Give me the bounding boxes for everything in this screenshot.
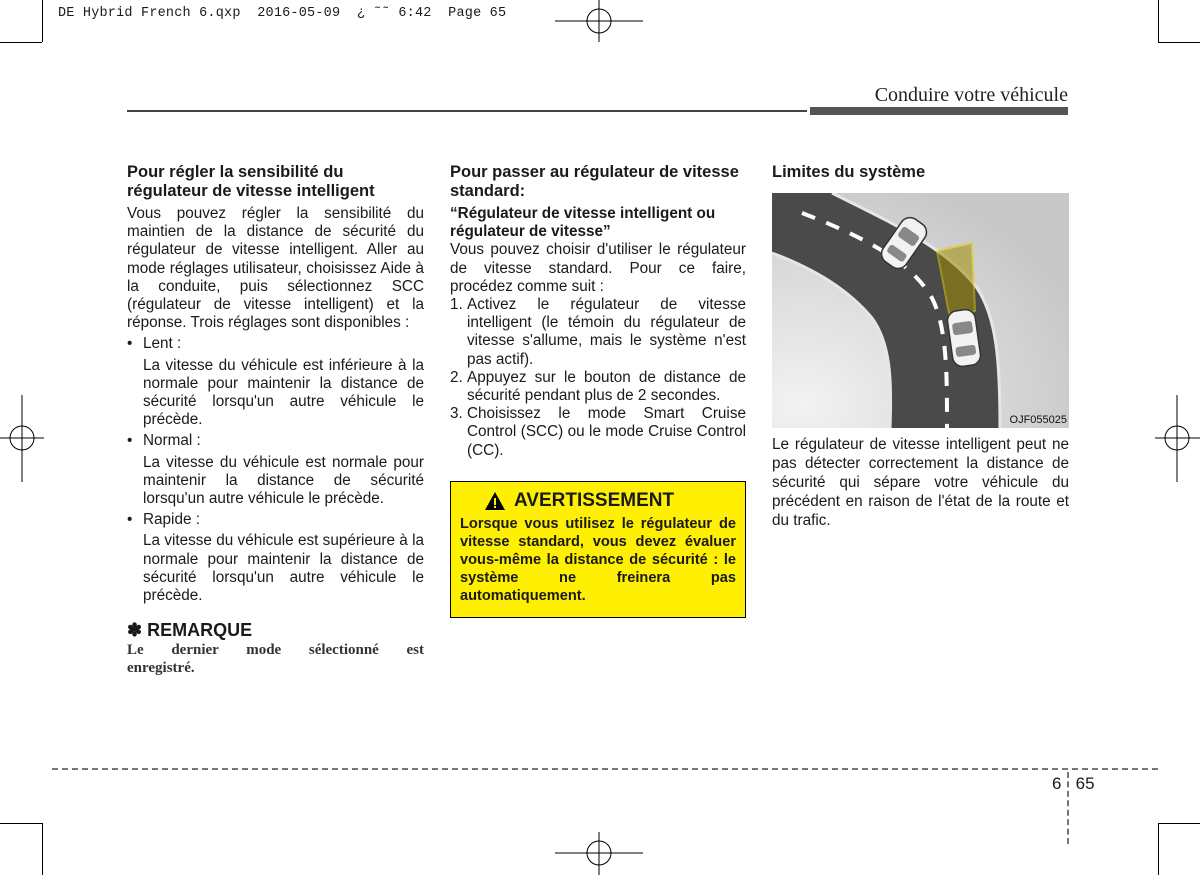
footer-divider: [52, 768, 1158, 770]
print-slug: DE Hybrid French 6.qxp 2016-05-09 ¿ ˜˜ 6:42 Page 65: [58, 6, 507, 21]
step-number: 2.: [450, 368, 463, 386]
list-item: [127, 335, 424, 353]
chapter-title: Conduire votre véhicule: [874, 84, 1068, 106]
list-item: [127, 432, 424, 450]
section-heading: Limites du système: [772, 163, 926, 181]
section-heading: Pour régler la sensibilité du régulateur de vitesse intelligent: [127, 163, 375, 200]
paragraph: Vous pouvez régler la sensibilité du maintien de la distance de sécurité du régulateur de vitesse intelligent. Aller au mode réglages utilisateur, choisissez Aide à la conduite, puis sélectionnez SCC (régulateur de vitesse intelligent) et la réponse. Trois réglages sont disponibles :: [127, 205, 424, 332]
bullet-label: Rapide :: [143, 511, 200, 529]
chapter-number: 6: [1052, 774, 1062, 793]
page-index: 65: [1075, 774, 1095, 793]
column-standard-cruise: [450, 163, 746, 460]
page-number: [1052, 774, 1095, 794]
bullet-icon: •: [127, 511, 133, 529]
list-item: [450, 405, 746, 460]
header-rule-thick: [810, 107, 1068, 115]
warning-title: AVERTISSEMENT: [514, 490, 675, 511]
remark-text: Le dernier mode sélectionné est enregistré.: [127, 642, 424, 677]
column-system-limits: [772, 163, 1069, 186]
step-text: Appuyez sur le bouton de distance de sécurité pendant plus de 2 secondes.: [467, 368, 746, 405]
figure-caption: OJF055025: [1009, 414, 1067, 426]
list-item: [450, 369, 746, 405]
warning-header: [484, 490, 736, 512]
paragraph: Vous pouvez choisir d'utiliser le régulateur de vitesse standard. Pour ce faire, procédez comme suit :: [450, 241, 746, 295]
section-heading: Pour passer au régulateur de vitesse standard:: [450, 163, 739, 200]
step-text: Activez le régulateur de vitesse intelligent (le témoin du régulateur de vitesse s'allume, mais le système n'est pas actif).: [467, 296, 746, 368]
list-item: [450, 296, 746, 369]
road-diagram: [772, 193, 1069, 428]
warning-box: [450, 481, 746, 618]
step-number: 3.: [450, 405, 463, 423]
remark-title: ✽ REMARQUE: [127, 620, 253, 641]
footer-separator: [1067, 772, 1069, 844]
paragraph: Le régulateur de vitesse intelligent peut ne pas détecter correctement la distance de sécurité qui sépare votre véhicule du précédent en raison de l'état de la route et du trafic.: [772, 436, 1069, 529]
bullet-icon: •: [127, 432, 133, 450]
bullet-label: Lent :: [143, 335, 182, 353]
column-sensitivity: [127, 163, 424, 677]
bullet-icon: •: [127, 335, 133, 353]
step-text: Choisissez le mode Smart Cruise Control (SCC) ou le mode Cruise Control (CC).: [467, 405, 746, 459]
bullet-text: La vitesse du véhicule est normale pour maintenir la distance de sécurité lorsqu'un autre véhicule le précède.: [143, 453, 424, 508]
header-rule: [127, 110, 807, 112]
bullet-label: Normal :: [143, 432, 201, 450]
subheading: “Régulateur de vitesse intelligent ou régulateur de vitesse”: [450, 205, 716, 241]
warning-triangle-icon: [484, 491, 506, 511]
list-item: [127, 511, 424, 529]
step-number: 1.: [450, 296, 463, 314]
bullet-text: La vitesse du véhicule est inférieure à la normale pour maintenir la distance de sécurité lorsqu'un autre véhicule le précède.: [143, 356, 424, 429]
warning-text: Lorsque vous utilisez le régulateur de vitesse standard, vous devez évaluer vous-même la distance de sécurité : le système ne freinera pas automatiquement.: [460, 516, 736, 604]
curve-road-illustration: [772, 193, 1069, 428]
bullet-text: La vitesse du véhicule est supérieure à la normale pour maintenir la distance de sécurité lorsqu'un autre véhicule le précède.: [143, 532, 424, 605]
